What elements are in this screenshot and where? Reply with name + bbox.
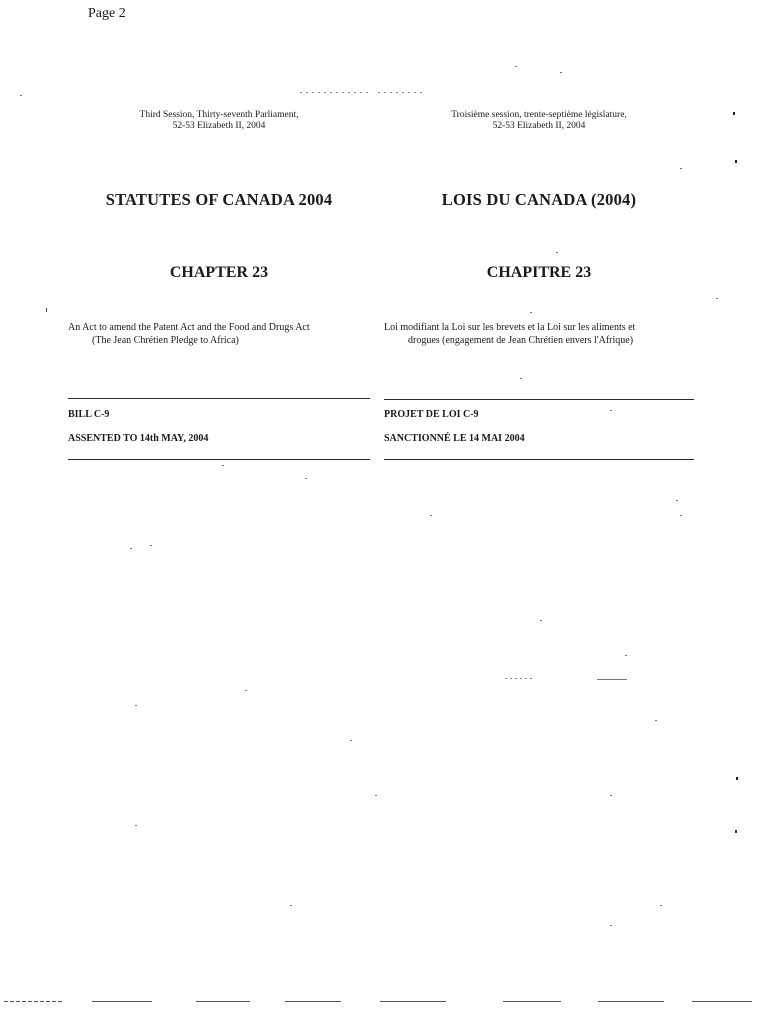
statutes-title-french: LOIS DU CANADA (2004)	[441, 190, 637, 209]
rule-bottom-english	[68, 459, 370, 460]
rule-bottom-french	[384, 459, 694, 460]
rule-top-english	[68, 398, 370, 399]
footer-rule-segment	[285, 1001, 341, 1002]
session-line-1: Troisième session, trente-septième législature,	[451, 110, 627, 120]
footer-rule-segment	[380, 1001, 446, 1002]
session-line-2: 52-53 Elizabeth II, 2004	[492, 121, 586, 131]
session-line-1: Third Session, Thirty-seventh Parliament,	[139, 110, 299, 120]
session-header-english	[68, 110, 370, 132]
act-title-line-2: (The Jean Chrétien Pledge to Africa)	[92, 334, 239, 346]
chapter-heading-french: CHAPITRE 23	[486, 264, 592, 281]
act-title-line-1: An Act to amend the Patent Act and the Food and Drugs Act	[68, 322, 310, 333]
footer-rule-segment	[503, 1001, 561, 1002]
footer-rule-segment	[92, 1001, 152, 1002]
assent-date-english: ASSENTED TO 14th MAY, 2004	[68, 433, 209, 444]
bill-number-french: PROJET DE LOI C-9	[384, 409, 479, 420]
session-line-2: 52-53 Elizabeth II, 2004	[172, 121, 266, 131]
footer-rule-segment	[692, 1001, 752, 1002]
assent-date-french: SANCTIONNÉ LE 14 MAI 2004	[384, 433, 525, 444]
footer-rule-segment	[196, 1001, 250, 1002]
footer-rule-segment	[4, 1001, 64, 1002]
footer-rule-segment	[598, 1001, 664, 1002]
chapter-heading-english: CHAPTER 23	[169, 264, 269, 281]
act-title-line-1: Loi modifiant la Loi sur les brevets et la Loi sur les aliments et	[384, 322, 636, 333]
act-title-french	[384, 322, 694, 347]
statutes-title-english: STATUTES OF CANADA 2004	[105, 190, 333, 209]
session-header-french	[384, 110, 694, 132]
rule-top-french	[384, 399, 694, 400]
act-title-english	[68, 322, 370, 347]
bill-number-english: BILL C-9	[68, 409, 110, 420]
page-number: Page 2	[88, 6, 126, 21]
act-title-line-2: drogues (engagement de Jean Chrétien envers l'Afrique)	[408, 334, 634, 346]
